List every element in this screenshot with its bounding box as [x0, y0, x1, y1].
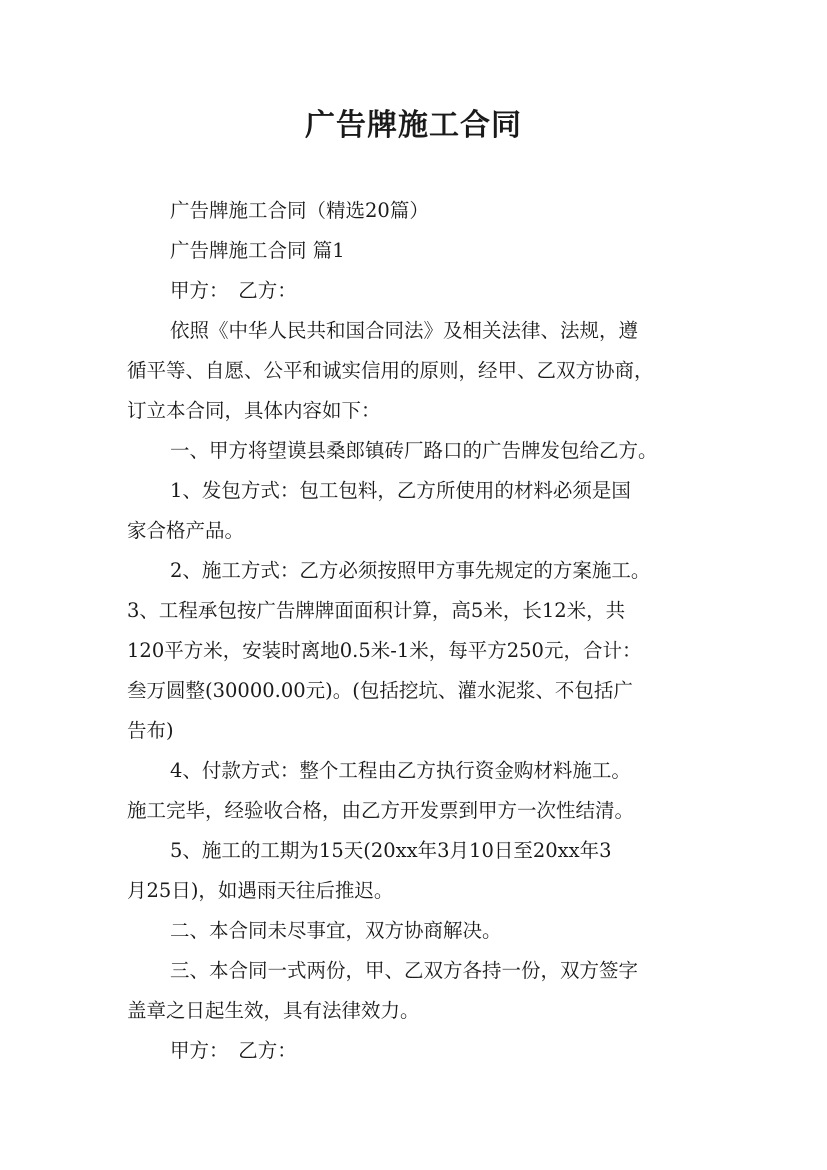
- section-heading: 广告牌施工合同 篇1: [170, 239, 345, 262]
- signature-line: 甲方： 乙方：: [170, 1039, 297, 1062]
- paragraph-line: 订立本合同，具体内容如下：: [127, 399, 381, 422]
- paragraph-line: 2、施工方式：乙方必须按照甲方事先规定的方案施工。: [170, 559, 651, 582]
- paragraph-line: 三、本合同一式两份，甲、乙双方各持一份，双方签字: [170, 959, 639, 982]
- paragraph-line: 家合格产品。: [127, 519, 245, 542]
- paragraph-line: 120平方米，安装时离地0.5米-1米，每平方250元，合计：: [127, 639, 642, 662]
- paragraph-line: 告布): [127, 719, 174, 742]
- paragraph-line: 依照《中华人民共和国合同法》及相关法律、法规，遵: [170, 319, 639, 342]
- party-line: 甲方： 乙方：: [170, 279, 297, 302]
- paragraph-line: 循平等、自愿、公平和诚实信用的原则，经甲、乙双方协商，: [127, 359, 654, 382]
- paragraph-line: 1、发包方式：包工包料，乙方所使用的材料必须是国: [170, 479, 631, 502]
- paragraph-line: 3、工程承包按广告牌牌面面积计算，高5米，长12米，共: [127, 599, 626, 622]
- paragraph-line: 二、本合同未尽事宜，双方协商解决。: [170, 919, 502, 942]
- paragraph-line: 5、施工的工期为15天(20xx年3月10日至20xx年3: [170, 839, 612, 862]
- paragraph-line: 施工完毕，经验收合格，由乙方开发票到甲方一次性结清。: [127, 799, 635, 822]
- paragraph-line: 4、付款方式：整个工程由乙方执行资金购材料施工。: [170, 759, 631, 782]
- paragraph-line: 一、甲方将望谟县桑郎镇砖厂路口的广告牌发包给乙方。: [170, 439, 658, 462]
- subtitle-line: 广告牌施工合同（精选20篇）: [170, 199, 429, 222]
- document-title: 广告牌施工合同: [305, 108, 522, 143]
- paragraph-line: 盖章之日起生效，具有法律效力。: [127, 999, 420, 1022]
- paragraph-line: 月25日)，如遇雨天往后推迟。: [127, 879, 394, 902]
- paragraph-line: 叁万圆整(30000.00元)。(包括挖坑、灌水泥浆、不包括广: [127, 679, 633, 702]
